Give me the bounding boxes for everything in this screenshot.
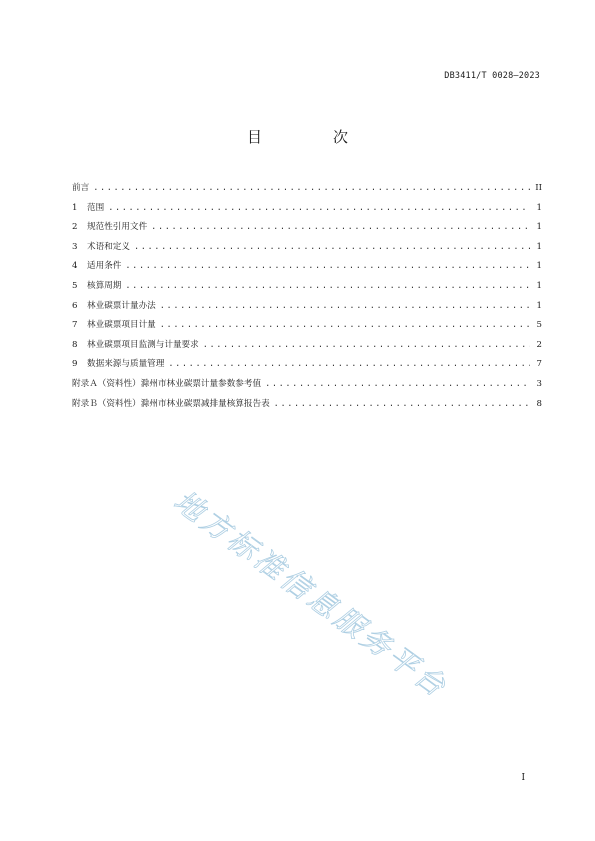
dot-leader [203, 340, 530, 350]
toc-page-ref: 1 [536, 202, 542, 213]
dot-leader [168, 359, 530, 369]
dot-leader [265, 379, 530, 389]
toc-page-ref: 1 [536, 300, 542, 311]
dot-leader [160, 320, 530, 330]
toc-entry-label: 4 适用条件 [72, 261, 122, 272]
toc-page-ref: 7 [536, 359, 542, 370]
toc-page-ref: 8 [536, 398, 542, 409]
toc-page-ref: 2 [536, 339, 542, 350]
toc-entry-appendix-a[interactable] [72, 377, 542, 397]
toc-entry-label: 附录Ｂ（资料性）滁州市林业碳票减排量核算报告表 [72, 398, 270, 409]
dot-leader [151, 222, 530, 232]
dot-leader [108, 203, 530, 213]
toc-entry-label: 9 数据来源与质量管理 [72, 359, 165, 370]
toc-entry-conditions[interactable] [72, 259, 542, 279]
toc-page-ref: II [535, 183, 542, 193]
toc-entry-appendix-b[interactable] [72, 397, 542, 417]
toc-page-ref: 1 [536, 222, 542, 233]
toc-page-ref: 1 [536, 261, 542, 272]
dot-leader [134, 242, 530, 252]
toc-page-ref: 1 [536, 280, 542, 291]
document-code: DB3411/T 0028—2023 [444, 71, 540, 81]
toc-entry-label: 7 林业碳票项目计量 [72, 320, 156, 331]
toc-page-ref: 3 [536, 378, 542, 389]
toc-entry-accounting-period[interactable] [72, 279, 542, 299]
toc-entry-label: 5 核算周期 [72, 280, 122, 291]
toc-entry-label: 前言 [72, 183, 90, 193]
dot-leader [125, 261, 530, 271]
dot-leader [274, 399, 530, 409]
toc-entry-scope[interactable] [72, 201, 542, 221]
toc-entry-foreword[interactable] [72, 181, 542, 201]
watermark: 地方标准信息服务平台 [167, 483, 455, 705]
dot-leader [160, 301, 530, 311]
table-of-contents [72, 181, 542, 416]
toc-entry-label: 3 术语和定义 [72, 241, 130, 252]
dot-leader [125, 281, 530, 291]
toc-entry-data-quality[interactable] [72, 357, 542, 377]
toc-entry-label: 1 范围 [72, 202, 105, 213]
toc-entry-label: 8 林业碳票项目监测与计量要求 [72, 339, 199, 350]
toc-entry-measurement-method[interactable] [72, 299, 542, 319]
toc-page-ref: 5 [536, 320, 542, 331]
page-number: I [521, 773, 525, 783]
toc-page-ref: 1 [536, 241, 542, 252]
toc-entry-label: 2 规范性引用文件 [72, 222, 148, 233]
toc-entry-monitoring-requirements[interactable] [72, 338, 542, 358]
toc-entry-project-measurement[interactable] [72, 318, 542, 338]
dot-leader [93, 183, 530, 193]
toc-entry-label: 6 林业碳票计量办法 [72, 300, 156, 311]
toc-entry-label: 附录Ａ（资料性）滁州市林业碳票计量参数参考值 [72, 378, 262, 389]
toc-entry-normative-references[interactable] [72, 220, 542, 240]
toc-entry-terms[interactable] [72, 240, 542, 260]
page-title: 目 次 [246, 128, 376, 146]
